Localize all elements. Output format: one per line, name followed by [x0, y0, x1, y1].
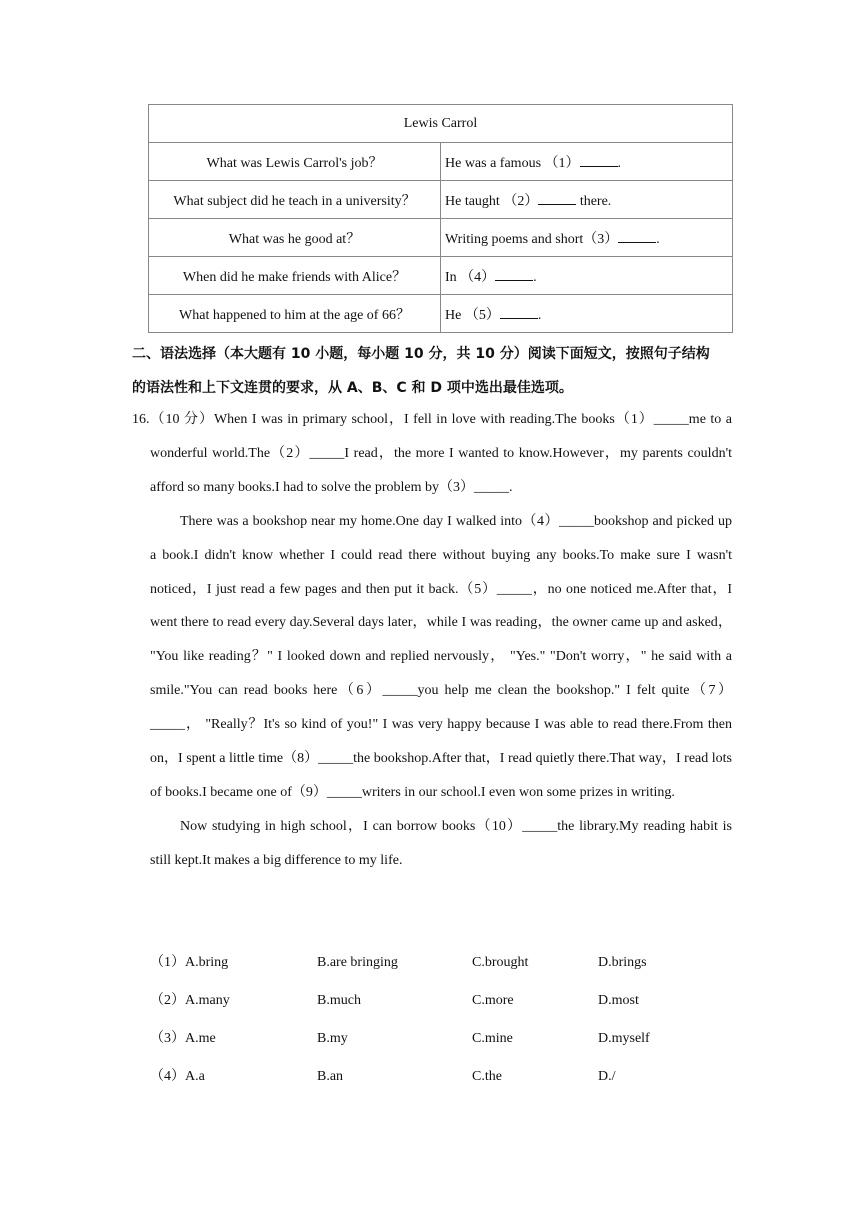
answer-text: . — [533, 269, 537, 285]
answer-text: He taught （2） — [445, 193, 539, 209]
answer-text: In （4） — [445, 269, 496, 285]
answer-blank — [618, 230, 656, 243]
info-table — [148, 104, 733, 333]
option-c[interactable]: C.more — [472, 993, 514, 1008]
table-row — [149, 295, 733, 333]
option-b[interactable]: B.my — [317, 1031, 348, 1046]
option-b[interactable]: B.an — [317, 1069, 344, 1084]
table-question: What was he good at？ — [149, 219, 441, 257]
table-answer — [441, 143, 733, 181]
section-heading-line: 二、语法选择（本大题有 10 小题，每小题 10 分，共 10 分）阅读下面短文，按照句子结构 — [132, 346, 710, 362]
table-answer — [441, 181, 733, 219]
table-row — [149, 181, 733, 219]
option-d[interactable]: D.most — [598, 993, 639, 1008]
answer-blank — [580, 154, 618, 167]
section-heading-line: 的语法性和上下文连贯的要求，从 A、B、C 和 D 项中选出最佳选项。 — [132, 379, 573, 396]
table-question: What happened to him at the age of 66？ — [149, 295, 441, 333]
answer-options — [150, 946, 710, 1098]
option-d[interactable]: D./ — [598, 1069, 616, 1084]
option-row — [150, 1060, 710, 1098]
option-b[interactable]: B.are bringing — [317, 955, 398, 970]
reading-passage — [132, 403, 732, 878]
table-question: What was Lewis Carrol's job？ — [149, 143, 441, 181]
answer-text: there. — [576, 193, 612, 209]
table-row — [149, 219, 733, 257]
option-c[interactable]: C.mine — [472, 1031, 513, 1046]
table-question: When did he make friends with Alice？ — [149, 257, 441, 295]
answer-blank — [538, 192, 576, 205]
option-row — [150, 1022, 710, 1060]
option-d[interactable]: D.brings — [598, 955, 647, 970]
answer-text: He （5） — [445, 307, 500, 323]
option-a[interactable]: （1）A.bring — [150, 955, 229, 970]
option-d[interactable]: D.myself — [598, 1031, 650, 1046]
table-answer — [441, 257, 733, 295]
table-row — [149, 257, 733, 295]
section-heading — [132, 338, 732, 405]
table-title-row — [149, 105, 733, 143]
passage-paragraph: Now studying in high school，I can borrow books（10）_____the library.My reading habit is still kept.It makes a big difference to my life. — [150, 818, 732, 868]
option-row — [150, 946, 710, 984]
table-answer — [441, 219, 733, 257]
table-row — [149, 143, 733, 181]
option-a[interactable]: （4）A.a — [150, 1069, 205, 1084]
option-c[interactable]: C.brought — [472, 955, 529, 970]
answer-text: He was a famous （1） — [445, 155, 580, 171]
table-question: What subject did he teach in a university？ — [149, 181, 441, 219]
table-answer — [441, 295, 733, 333]
passage-paragraph: 16.（10 分）When I was in primary school，I fell in love with reading.The books（1）_____me to a wonderful world.The（2）_____I read，the more I wanted to know.However，my parents couldn't afford so many books.I had to solve the problem by（3）_____. — [132, 412, 732, 495]
answer-text: . — [656, 231, 660, 247]
option-c[interactable]: C.the — [472, 1069, 502, 1084]
option-a[interactable]: （3）A.me — [150, 1031, 216, 1046]
passage-paragraph: There was a bookshop near my home.One day I walked into（4）_____bookshop and picked up a book.I didn't know whether I could read there without buying any books.To make sure I wasn't noticed，I just read a few pages and then put it back.（5）_____，no one noticed me.After that，I went there to read every day.Several days later，while I was reading，the owner came up and asked， "You like reading？" I looked down and replied nervously， "Yes." "Don't worry，" he said with a smile."You can read books here（6）_____you help me clean the bookshop." I felt quite（7）_____， "Really？It's so kind of you!" I was very happy because I was able to read there.From then on，I spent a little time（8）_____the bookshop.After that，I read quietly there.That way，I read lots of books.I became one of（9）_____writers in our school.I even won some prizes in writing. — [150, 513, 732, 800]
answer-blank — [500, 306, 538, 319]
answer-blank — [495, 268, 533, 281]
answer-text: . — [537, 307, 542, 323]
option-a[interactable]: （2）A.many — [150, 993, 230, 1008]
answer-text: . — [617, 155, 622, 171]
option-row — [150, 984, 710, 1022]
option-b[interactable]: B.much — [317, 993, 361, 1008]
table-title: Lewis Carrol — [149, 105, 733, 143]
answer-text: Writing poems and short（3） — [445, 231, 619, 247]
